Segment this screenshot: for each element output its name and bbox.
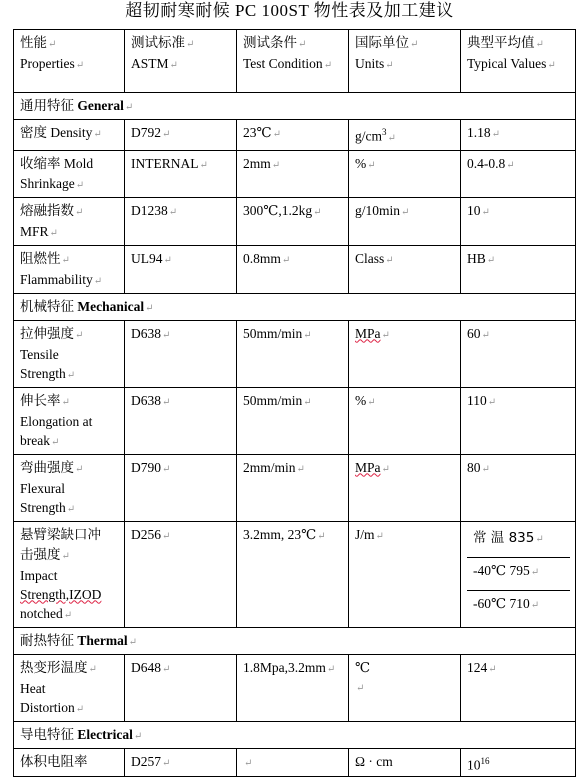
test-standard: D792↵ [125,120,237,151]
unit: %↵ [349,150,461,197]
typical-value-group [461,521,576,627]
header-condition: 测试条件↵ Test Condition↵ [237,30,349,93]
typical-value: 0.4-0.8↵ [461,150,576,197]
section-row-thermal [14,627,576,654]
test-condition: 50mm/min↵ [237,320,349,387]
typical-value: HB↵ [461,245,576,293]
properties-table [13,29,576,777]
typical-value: -60℃ 710↵ [467,590,570,622]
section-row-general [14,93,576,120]
section-row-mechanical [14,293,576,320]
table-row-flammability [14,245,576,293]
typical-value: 80↵ [461,454,576,521]
typical-value: $10^{16}$ [461,748,576,777]
typical-value: 124↵ [461,654,576,721]
property-name: 悬臂梁缺口冲 击强度↵ Impact Strength,IZOD notched↵ [14,521,125,627]
property-name: 拉伸强度↵ Tensile Strength↵ [14,320,125,387]
test-condition: 50mm/min↵ [237,387,349,454]
typical-value: 60↵ [461,320,576,387]
property-name: 热变形温度↵ Heat Distortion↵ [14,654,125,721]
table-row-tensile [14,320,576,387]
table-row-density [14,120,576,151]
test-standard: UL94↵ [125,245,237,293]
typical-value: 1.18↵ [461,120,576,151]
test-condition: 23℃↵ [237,120,349,151]
test-condition: ↵ [237,748,349,777]
property-name: 密度 Density↵ [14,120,125,151]
property-name: 阻燃性↵ Flammability↵ [14,245,125,293]
section-title-thermal: 耐热特征 Thermal↵ [14,627,576,654]
table-row-mfr [14,197,576,245]
test-condition: 3.2mm, 23℃↵ [237,521,349,627]
typical-value: 10↵ [461,197,576,245]
typical-value: -40℃ 795↵ [467,557,570,590]
unit: J/m↵ [349,521,461,627]
header-standard: 测试标准↵ ASTM↵ [125,30,237,93]
test-condition: 300℃,1.2kg↵ [237,197,349,245]
test-condition: 0.8mm↵ [237,245,349,293]
test-condition: 2mm↵ [237,150,349,197]
test-standard: D1238↵ [125,197,237,245]
section-title-mechanical: 机械特征 Mechanical↵ [14,293,576,320]
test-standard: D790↵ [125,454,237,521]
header-unit: 国际单位↵ Units↵ [349,30,461,93]
property-name: 收缩率 Mold Shrinkage↵ [14,150,125,197]
table-row-hdt [14,654,576,721]
document-title: 超韧耐寒耐候 PC 100ST 物性表及加工建议 [125,1,454,20]
unit: ℃ ↵ [349,654,461,721]
test-standard: D256↵ [125,521,237,627]
unit: %↵ [349,387,461,454]
section-title-electrical: 导电特征 Electrical↵ [14,721,576,748]
table-row-impact [14,521,576,627]
header-value: 典型平均值↵ Typical Values↵ [461,30,576,93]
property-name: 伸长率↵ Elongation at break↵ [14,387,125,454]
test-condition: 1.8Mpa,3.2mm↵ [237,654,349,721]
property-name: 熔融指数↵ MFR↵ [14,197,125,245]
unit: MPa↵ [349,454,461,521]
test-standard: D638↵ [125,320,237,387]
header-property: 性能↵ Properties↵ [14,30,125,93]
test-standard: INTERNAL↵ [125,150,237,197]
section-title-general: 通用特征 General↵ [14,93,576,120]
unit: Class↵ [349,245,461,293]
test-standard: D638↵ [125,387,237,454]
unit: $g/cm^3↵$ [349,120,461,151]
typical-value: 110↵ [461,387,576,454]
table-row-flexural [14,454,576,521]
table-header-row [14,30,576,93]
section-row-electrical [14,721,576,748]
table-row-elongation [14,387,576,454]
test-standard: D257↵ [125,748,237,777]
property-name: 体积电阻率 [14,748,125,777]
property-name: 弯曲强度↵ Flexural Strength↵ [14,454,125,521]
typical-value: 常 温 835↵ [473,529,544,546]
test-standard: D648↵ [125,654,237,721]
unit: Ω · cm [349,748,461,777]
unit: g/10min↵ [349,197,461,245]
table-row-volume-resistivity [14,748,576,777]
test-condition: 2mm/min↵ [237,454,349,521]
table-row-shrinkage [14,150,576,197]
unit: MPa↵ [349,320,461,387]
